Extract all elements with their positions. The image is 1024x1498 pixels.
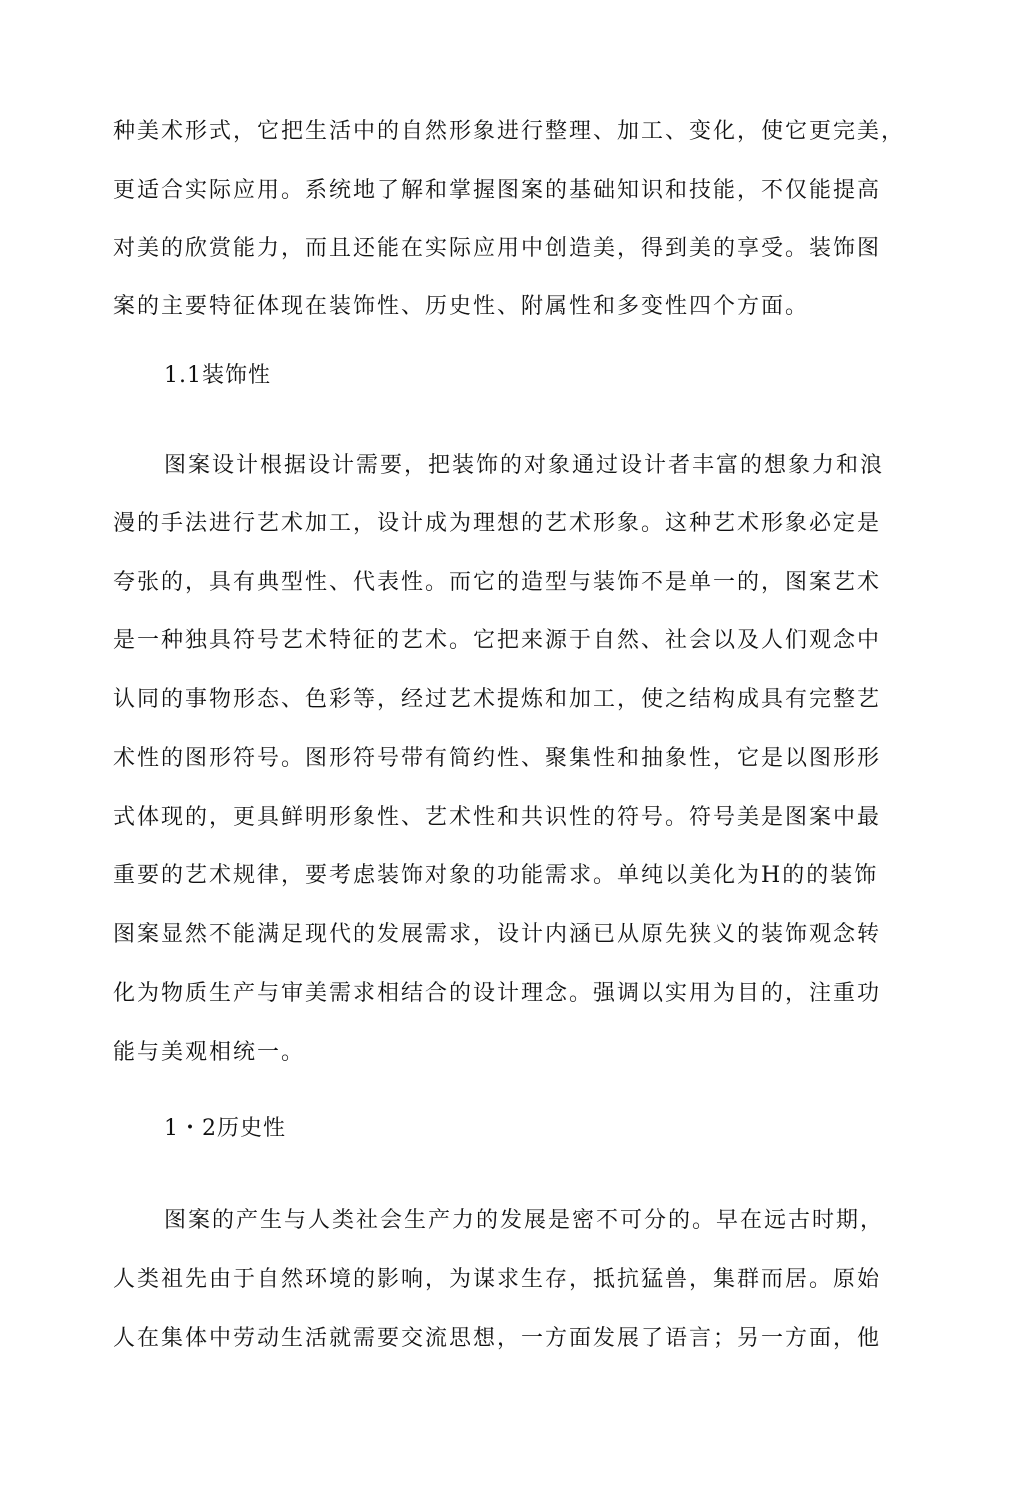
paragraph-line: 术性的图形符号。图形符号带有简约性、聚集性和抽象性，它是以图形形 (113, 746, 882, 771)
section-heading: 1・2历史性 (164, 1116, 286, 1141)
paragraph-line: 漫的手法进行艺术加工，设计成为理想的艺术形象。这种艺术形象必定是 (113, 511, 882, 536)
section-heading: 1.1装饰性 (164, 363, 271, 388)
paragraph-line: 式体现的，更具鲜明形象性、艺术性和共识性的符号。符号美是图案中最 (113, 805, 882, 830)
paragraph-line: 图案显然不能满足现代的发展需求，设计内涵已从原先狭义的装饰观念转 (113, 922, 882, 947)
paragraph-line: 重要的艺术规律，要考虑装饰对象的功能需求。单纯以美化为H的的装饰 (113, 863, 879, 888)
paragraph-line: 对美的欣赏能力，而且还能在实际应用中创造美，得到美的享受。装饰图 (113, 236, 882, 261)
paragraph-line: 化为物质生产与审美需求相结合的设计理念。强调以实用为目的，注重功 (113, 981, 882, 1006)
paragraph-line: 能与美观相统一。 (113, 1040, 306, 1065)
paragraph-line: 人在集体中劳动生活就需要交流思想，一方面发展了语言；另一方面，他 (113, 1326, 882, 1351)
paragraph-line: 认同的事物形态、色彩等，经过艺术提炼和加工，使之结构成具有完整艺 (113, 687, 882, 712)
paragraph-line: 种美术形式，它把生活中的自然形象进行整理、加工、变化，使它更完美， (113, 119, 906, 144)
paragraph-line: 夸张的，具有典型性、代表性。而它的造型与装饰不是单一的，图案艺术 (113, 570, 882, 595)
paragraph-line: 图案的产生与人类社会生产力的发展是密不可分的。早在远古时期， (164, 1208, 885, 1233)
paragraph-line: 案的主要特征体现在装饰性、历史性、附属性和多变性四个方面。 (113, 294, 810, 319)
paragraph-line: 更适合实际应用。系统地了解和掌握图案的基础知识和技能，不仅能提高 (113, 178, 882, 203)
paragraph-line: 人类祖先由于自然环境的影响，为谋求生存，抵抗猛兽，集群而居。原始 (113, 1267, 882, 1292)
paragraph-line: 是一种独具符号艺术特征的艺术。它把来源于自然、社会以及人们观念中 (113, 628, 882, 653)
paragraph-line: 图案设计根据设计需要，把装饰的对象通过设计者丰富的想象力和浪 (164, 453, 885, 478)
